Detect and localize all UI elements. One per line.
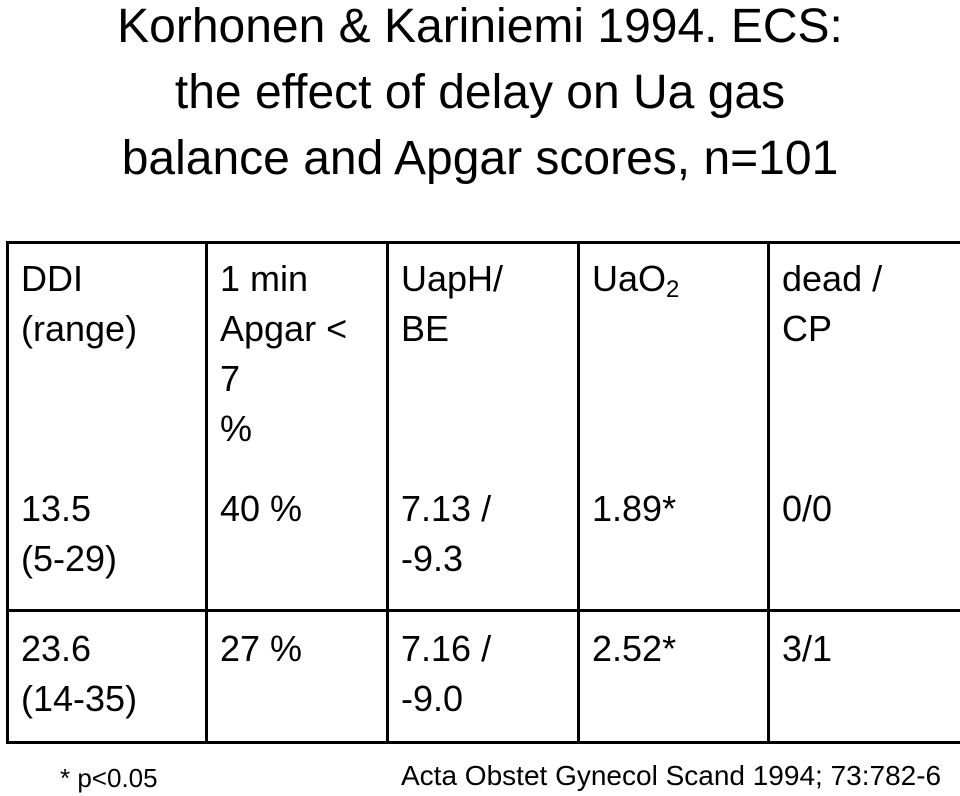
header-uao2: UaO$_2$ xyxy=(579,243,769,477)
cell-ddi: 13.5 (5-29) xyxy=(21,488,118,579)
cell-uao2: 1.89* xyxy=(579,476,769,611)
cell-dead-cp: 0/0 xyxy=(769,476,960,611)
header-dead-cp: dead / CP xyxy=(769,243,960,477)
cell-apgar: 40 % xyxy=(207,476,388,611)
header-apgar: 1 min Apgar < 7 % xyxy=(207,243,388,477)
header-uaph-be: UapH/ BE xyxy=(388,243,579,477)
cell-apgar: 27 % xyxy=(207,611,388,743)
table-header-row xyxy=(8,243,960,477)
cell-ddi: 23.6 (14-35) xyxy=(8,611,207,743)
cell-uao2: 2.52* xyxy=(579,611,769,743)
cell-dead-cp: 3/1 xyxy=(769,611,960,743)
table-row xyxy=(8,611,960,743)
title-line-3: balance and Apgar scores, n=101 xyxy=(121,132,839,185)
table-row xyxy=(8,476,960,611)
header-ddi: DDI (range) xyxy=(21,258,138,349)
significance-footnote: * p<0.05 xyxy=(60,763,158,793)
title-line-1: Korhonen & Kariniemi 1994. ECS: xyxy=(117,0,843,53)
cell-uaph-be: 7.13 / -9.3 xyxy=(388,476,579,611)
citation: Acta Obstet Gynecol Scand 1994; 73:782-6 xyxy=(401,760,942,791)
title-line-2: the effect of delay on Ua gas xyxy=(174,66,786,119)
results-table xyxy=(6,241,960,744)
cell-uaph-be: 7.16 / -9.0 xyxy=(388,611,579,743)
slide-title xyxy=(0,0,960,192)
